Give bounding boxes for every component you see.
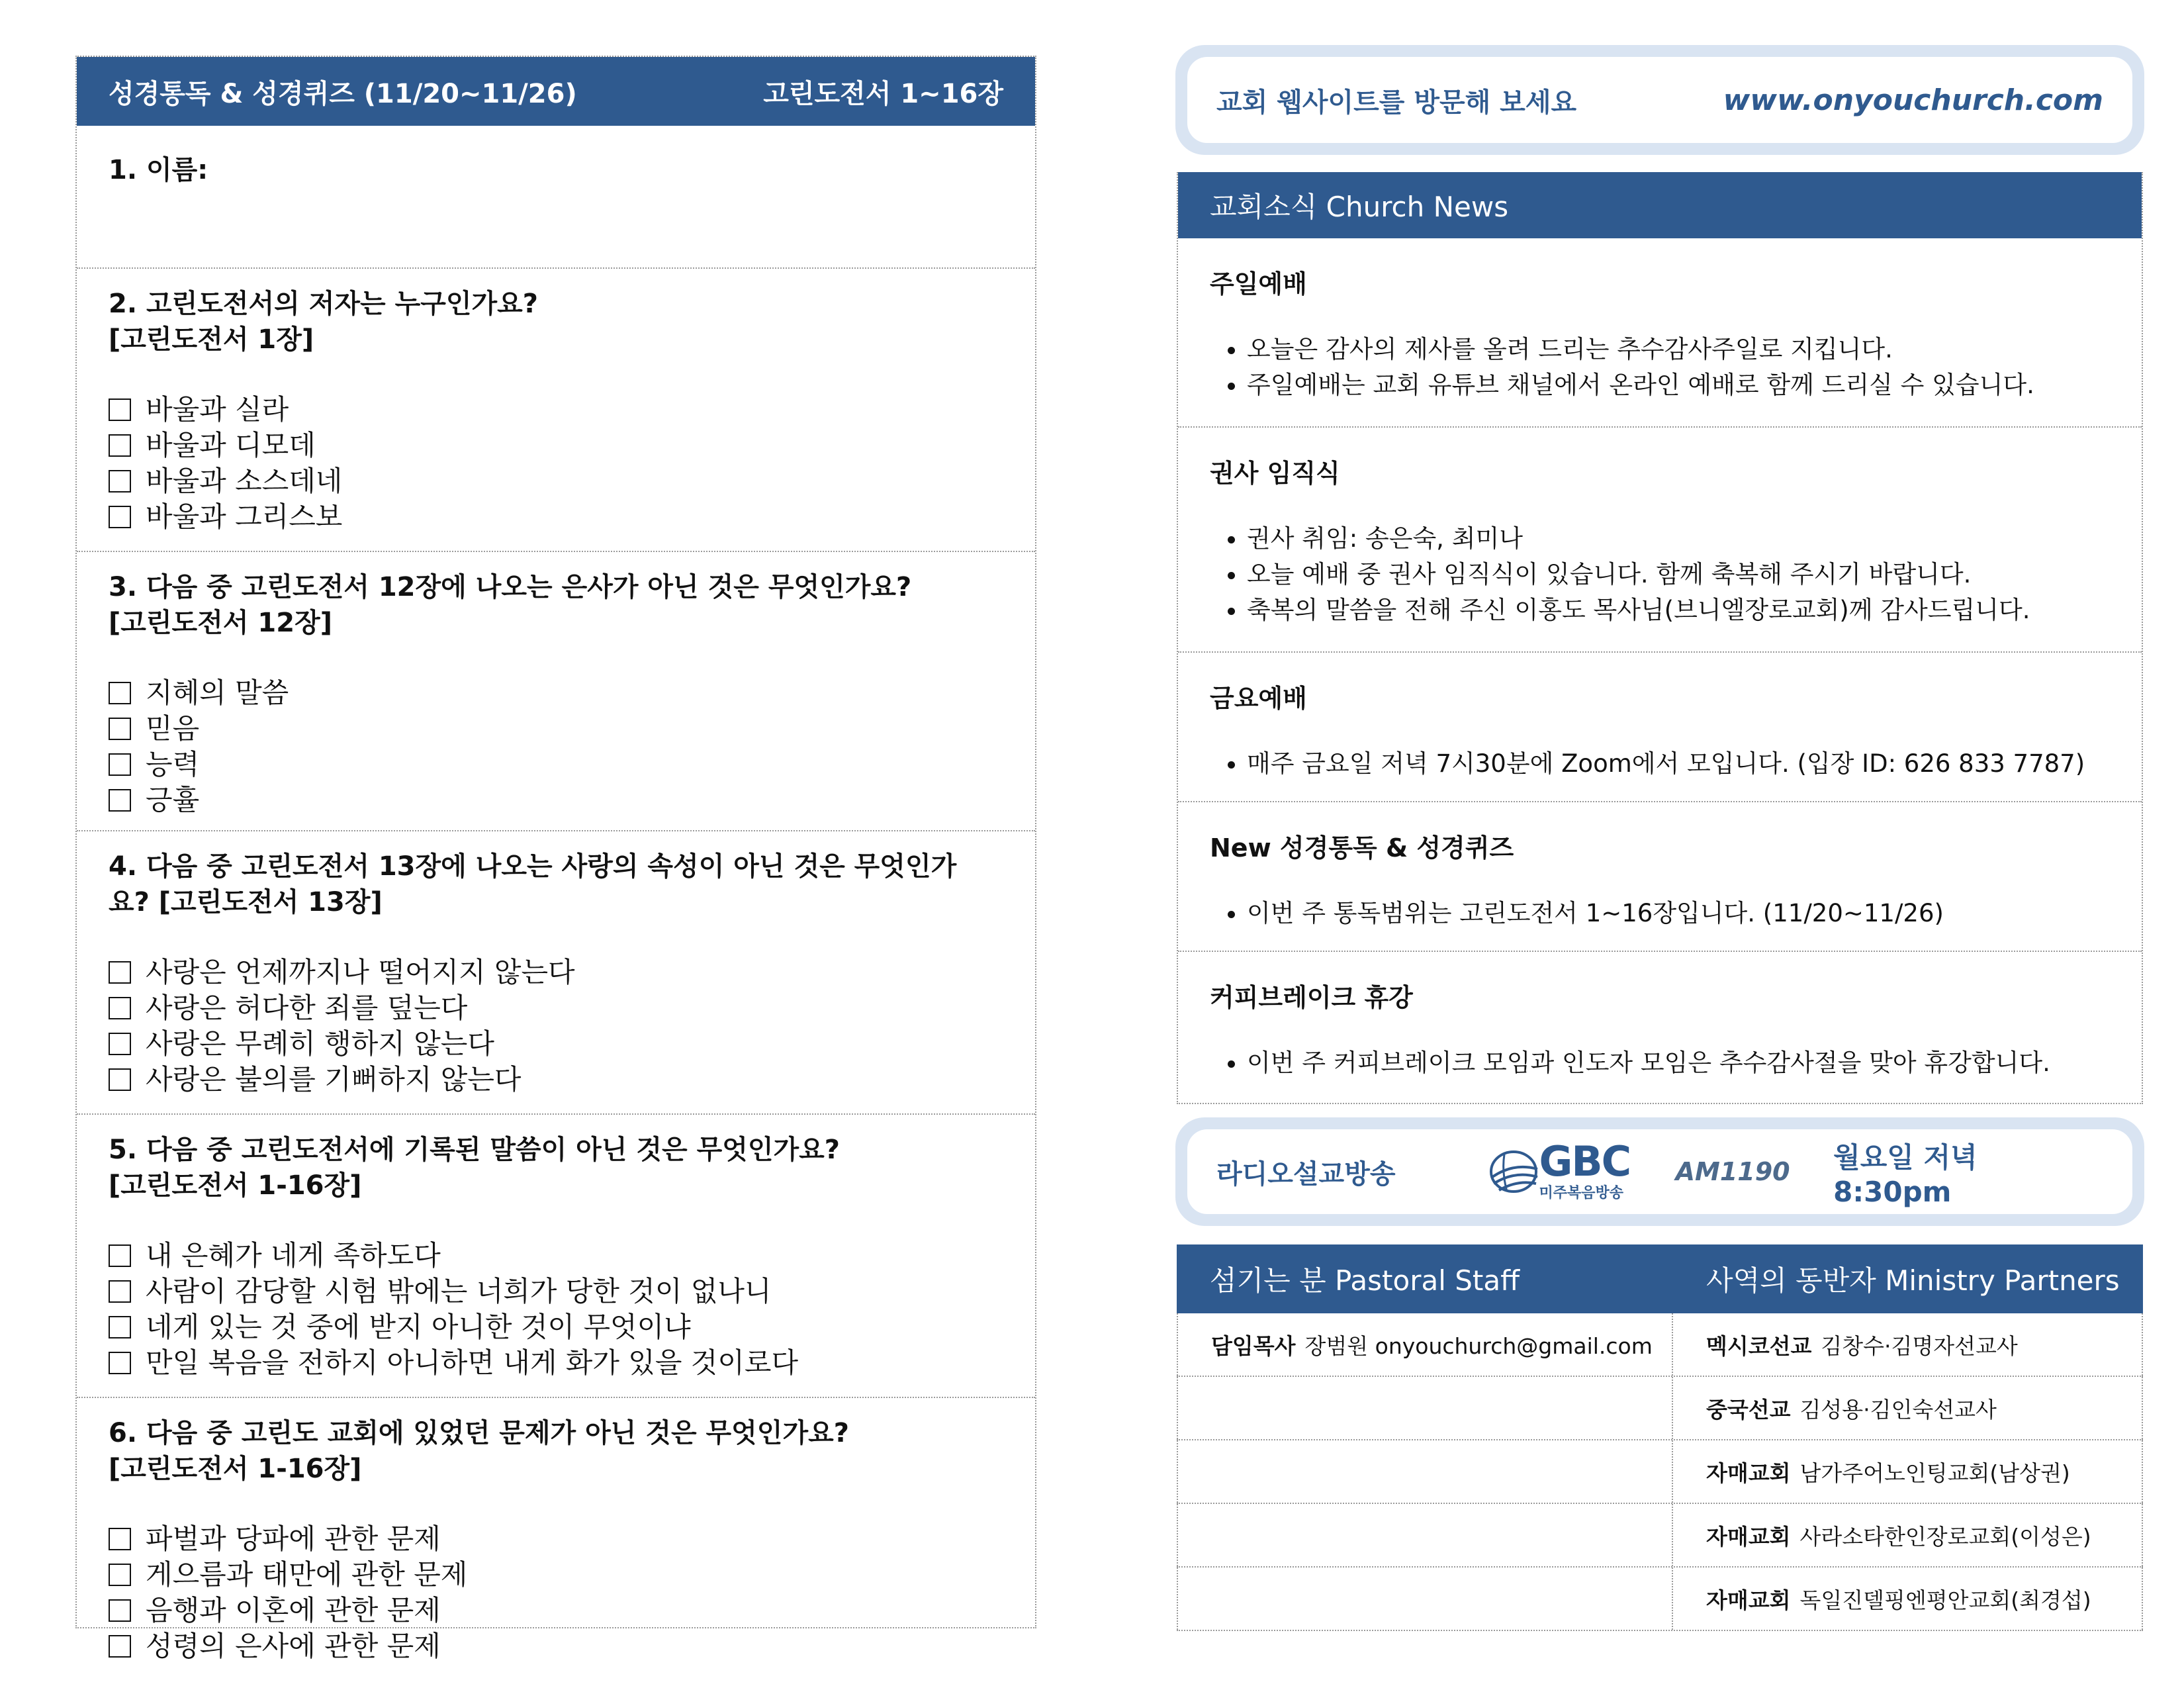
checkbox-icon[interactable] <box>109 399 131 421</box>
news-section-title: 커피브레이크 휴강 <box>1210 983 1413 1012</box>
question-6-reference: [고린도전서 1-16장] <box>109 1454 362 1484</box>
checkbox-icon[interactable] <box>109 1352 131 1374</box>
partner-cell <box>1673 1440 2143 1503</box>
staff-role: 담임목사 <box>1211 1333 1296 1359</box>
ministry-partners-heading: 사역의 동반자 Ministry Partners <box>1706 1264 2120 1297</box>
news-item: • 권사 취임: 송은숙, 최미나 <box>1247 521 2110 557</box>
radio-time: 월요일 저녁 8:30pm <box>1833 1141 1978 1208</box>
question-4-reference: 요? [고린도전서 13장] <box>109 887 383 917</box>
answer-option-label: 사랑은 무례히 행하지 않는다 <box>146 1027 494 1060</box>
answer-option[interactable] <box>109 990 1003 1026</box>
answer-option-label: 사랑은 허다한 죄를 덮는다 <box>146 992 468 1024</box>
answer-option[interactable] <box>109 1593 1003 1628</box>
answer-option-label: 게으름과 태만에 관한 문제 <box>146 1558 468 1591</box>
answer-option[interactable] <box>109 1628 1003 1664</box>
table-row <box>1177 1504 2143 1568</box>
church-news-header: 교회소식 Church News <box>1178 172 2142 238</box>
answer-option[interactable] <box>109 675 1003 711</box>
answer-option[interactable] <box>109 747 1003 782</box>
checkbox-icon[interactable] <box>109 961 131 984</box>
radio-banner <box>1175 1117 2144 1226</box>
partner-cell <box>1673 1568 2143 1630</box>
partner-cell <box>1673 1504 2143 1566</box>
news-section-sunday-service <box>1178 238 2142 428</box>
partner-cell <box>1673 1313 2143 1376</box>
table-row <box>1177 1568 2143 1631</box>
answer-option[interactable] <box>109 1026 1003 1062</box>
news-item: • 축복의 말씀을 전해 주신 이홍도 목사님(브니엘장로교회)께 감사드립니다. <box>1247 592 2110 628</box>
question-6 <box>77 1398 1035 1676</box>
checkbox-icon[interactable] <box>109 1280 131 1303</box>
answer-option[interactable] <box>109 1238 1003 1274</box>
question-3-title: 3. 다음 중 고린도전서 12장에 나오는 은사가 아닌 것은 무엇인가요? <box>109 572 912 602</box>
question-2-reference: [고린도전서 1장] <box>109 324 314 355</box>
radio-frequency: AM1190 <box>1675 1157 1790 1186</box>
answer-option[interactable] <box>109 1274 1003 1309</box>
partner-role: 자매교회 <box>1706 1460 1791 1486</box>
question-6-title: 6. 다음 중 고린도 교회에 있었던 문제가 아닌 것은 무엇인가요? <box>109 1418 849 1448</box>
news-item: • 오늘 예배 중 권사 임직식이 있습니다. 함께 축복해 주시기 바랍니다. <box>1247 557 2110 592</box>
news-section-title: 권사 임직식 <box>1210 459 1340 488</box>
quiz-header <box>77 57 1035 126</box>
news-item: • 주일예배는 교회 유튜브 채널에서 온라인 예배로 함께 드리실 수 있습니다. <box>1247 367 2110 403</box>
answer-option-label: 내 은혜가 네게 족하도다 <box>146 1239 441 1272</box>
answer-option[interactable] <box>109 499 1003 535</box>
question-5 <box>77 1115 1035 1398</box>
checkbox-icon[interactable] <box>109 1068 131 1091</box>
checkbox-icon[interactable] <box>109 1564 131 1586</box>
partner-role: 자매교회 <box>1706 1587 1791 1613</box>
church-news-panel <box>1177 172 2143 1104</box>
answer-option-label: 사랑은 언제까지나 떨어지지 않는다 <box>146 956 575 988</box>
staff-table-header <box>1177 1244 2143 1313</box>
answer-option[interactable] <box>109 1521 1003 1557</box>
news-item: • 이번 주 통독범위는 고린도전서 1~16장입니다. (11/20~11/26) <box>1247 896 2110 931</box>
staff-cell <box>1177 1313 1673 1376</box>
staff-cell <box>1177 1377 1673 1439</box>
question-2-title: 2. 고린도전서의 저자는 누구인가요? <box>109 289 538 319</box>
news-item: • 매주 금요일 저녁 7시30분에 Zoom에서 모입니다. (입장 ID: 626 833 7787) <box>1247 746 2110 782</box>
news-section-title: 금요예배 <box>1210 684 1307 713</box>
question-1 <box>77 126 1035 269</box>
pastoral-staff-heading: 섬기는 분 Pastoral Staff <box>1210 1264 1520 1297</box>
staff-name: 장범원 onyouchurch@gmail.com <box>1304 1333 1653 1359</box>
question-5-reference: [고린도전서 1-16장] <box>109 1170 362 1201</box>
table-row <box>1177 1313 2143 1377</box>
website-banner <box>1175 45 2144 155</box>
quiz-header-range: 고린도전서 1~16장 <box>763 78 1003 109</box>
checkbox-icon[interactable] <box>109 434 131 457</box>
checkbox-icon[interactable] <box>109 1033 131 1055</box>
answer-option[interactable] <box>109 428 1003 463</box>
question-3 <box>77 552 1035 831</box>
checkbox-icon[interactable] <box>109 718 131 740</box>
answer-option[interactable] <box>109 463 1003 499</box>
partner-name: 김성용·김인숙선교사 <box>1799 1396 1997 1423</box>
answer-option[interactable] <box>109 955 1003 990</box>
partner-cell <box>1673 1377 2143 1439</box>
quiz-panel <box>75 56 1036 1662</box>
answer-option-label: 바울과 실라 <box>146 393 289 426</box>
news-section-title: 주일예배 <box>1210 269 1307 299</box>
answer-option-label: 긍휼 <box>146 784 200 816</box>
partner-name: 김창수·김명자선교사 <box>1821 1333 2018 1359</box>
answer-option-label: 만일 복음을 전하지 아니하면 내게 화가 있을 것이로다 <box>146 1346 799 1379</box>
table-row <box>1177 1440 2143 1504</box>
gbc-logo-text: GBC <box>1539 1137 1631 1186</box>
answer-option-label: 사람이 감당할 시험 밖에는 너희가 당한 것이 없나니 <box>146 1275 772 1307</box>
answer-option-label: 믿음 <box>146 712 200 745</box>
staff-cell <box>1177 1504 1673 1566</box>
answer-option-label: 네게 있는 것 중에 받지 아니한 것이 무엇이냐 <box>146 1311 691 1343</box>
news-item: • 이번 주 커피브레이크 모임과 인도자 모임은 추수감사절을 맞아 휴강합니다. <box>1247 1045 2110 1081</box>
partner-role: 멕시코선교 <box>1706 1333 1812 1359</box>
answer-option[interactable] <box>109 1557 1003 1593</box>
checkbox-icon[interactable] <box>109 506 131 528</box>
gbc-globe-icon <box>1484 1143 1543 1201</box>
checkbox-icon[interactable] <box>109 1528 131 1550</box>
question-4 <box>77 831 1035 1115</box>
answer-option-label: 바울과 그리스보 <box>146 500 343 533</box>
question-5-title: 5. 다음 중 고린도전서에 기록된 말씀이 아닌 것은 무엇인가요? <box>109 1135 840 1165</box>
checkbox-icon[interactable] <box>109 682 131 704</box>
website-label: 교회 웹사이트를 방문해 보세요 <box>1216 87 1577 118</box>
answer-option[interactable] <box>109 1062 1003 1098</box>
gbc-logo-subtext: 미주복음방송 <box>1539 1184 1623 1201</box>
answer-option-label: 음행과 이혼에 관한 문제 <box>146 1594 441 1626</box>
quiz-header-title: 성경통독 & 성경퀴즈 (11/20~11/26) <box>109 78 577 109</box>
answer-option[interactable] <box>109 711 1003 747</box>
news-section-bible-reading <box>1178 802 2142 952</box>
question-4-title: 4. 다음 중 고린도전서 13장에 나오는 사랑의 속성이 아닌 것은 무엇인가 <box>109 851 957 882</box>
question-3-reference: [고린도전서 12장] <box>109 608 332 638</box>
answer-option-label: 파벌과 당파에 관한 문제 <box>146 1523 441 1555</box>
staff-cell <box>1177 1440 1673 1503</box>
checkbox-icon[interactable] <box>109 1316 131 1338</box>
news-item: • 오늘은 감사의 제사를 올려 드리는 추수감사주일로 지킵니다. <box>1247 332 2110 367</box>
website-link[interactable]: www.onyouchurch.com <box>1723 83 2103 117</box>
answer-option[interactable] <box>109 392 1003 428</box>
radio-label: 라디오설교방송 <box>1216 1158 1396 1190</box>
news-section-coffee-break <box>1178 952 2142 1103</box>
checkbox-icon[interactable] <box>109 997 131 1019</box>
answer-option[interactable] <box>109 1309 1003 1345</box>
news-section-ordination <box>1178 428 2142 653</box>
staff-table <box>1177 1244 2143 1626</box>
question-1-title: 1. 이름: <box>109 155 208 185</box>
answer-option-label: 바울과 소스데네 <box>146 465 343 497</box>
answer-option[interactable] <box>109 1345 1003 1381</box>
answer-option-label: 바울과 디모데 <box>146 429 316 461</box>
answer-option-label: 지혜의 말씀 <box>146 677 289 709</box>
answer-option-label: 성령의 은사에 관한 문제 <box>146 1630 441 1662</box>
checkbox-icon[interactable] <box>109 1244 131 1267</box>
checkbox-icon[interactable] <box>109 1635 131 1658</box>
answer-option-label: 사랑은 불의를 기뻐하지 않는다 <box>146 1063 522 1096</box>
gbc-logo <box>1484 1137 1675 1202</box>
question-2 <box>77 269 1035 552</box>
answer-option[interactable] <box>109 782 1003 818</box>
staff-cell <box>1177 1568 1673 1630</box>
partner-name: 남가주어노인팅교회(남상권) <box>1799 1460 2070 1486</box>
answer-option-label: 능력 <box>146 748 200 780</box>
partner-role: 자매교회 <box>1706 1523 1791 1550</box>
checkbox-icon[interactable] <box>109 789 131 812</box>
partner-role: 중국선교 <box>1706 1396 1791 1423</box>
news-section-friday-service <box>1178 653 2142 802</box>
table-row <box>1177 1377 2143 1440</box>
checkbox-icon[interactable] <box>109 1599 131 1622</box>
checkbox-icon[interactable] <box>109 470 131 492</box>
news-section-title: New 성경통독 & 성경퀴즈 <box>1210 833 1514 863</box>
partner-name: 독일진델핑엔평안교회(최경섭) <box>1799 1587 2091 1613</box>
partner-name: 사라소타한인장로교회(이성은) <box>1799 1523 2091 1550</box>
checkbox-icon[interactable] <box>109 753 131 776</box>
